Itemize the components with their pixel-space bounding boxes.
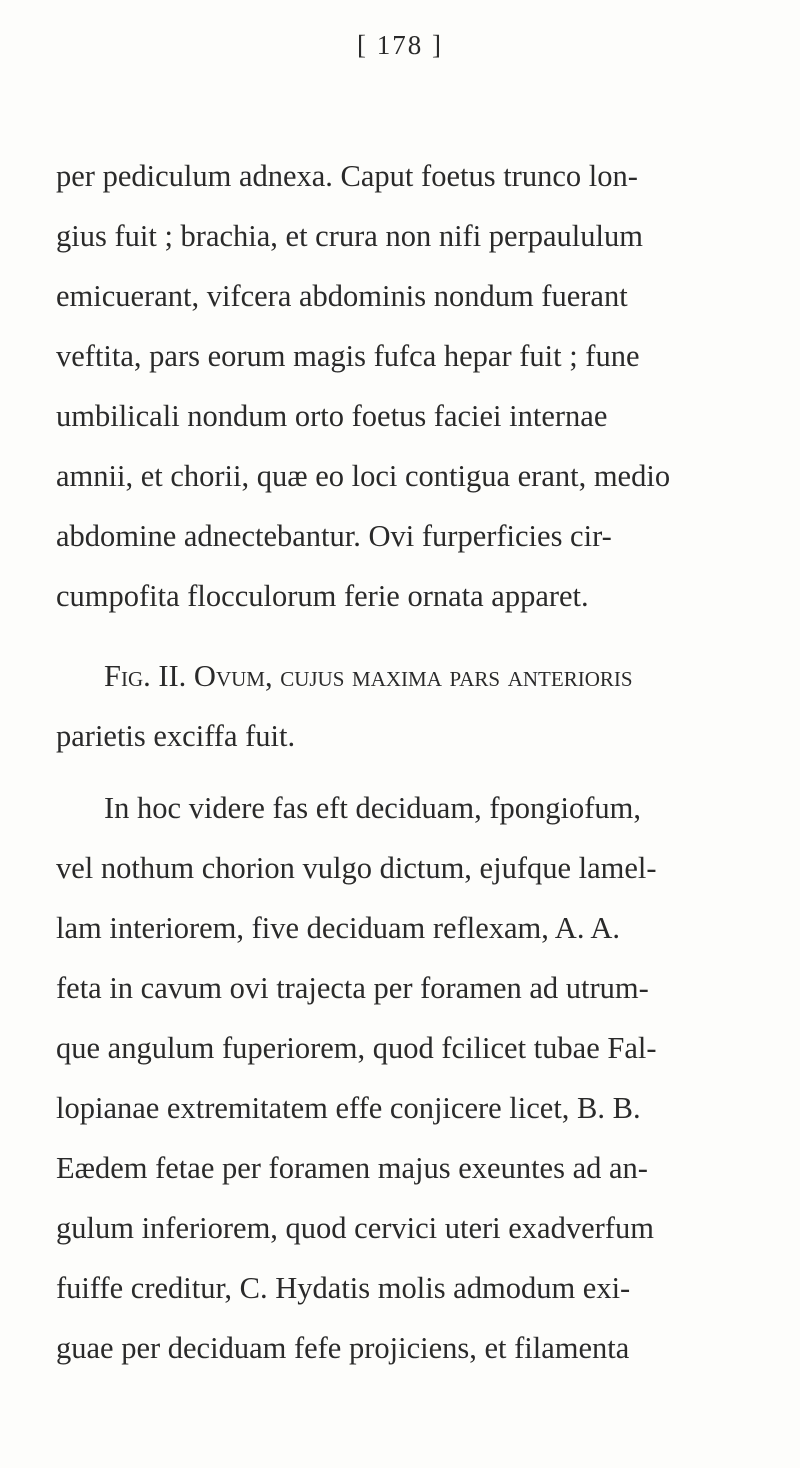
text-line: vel nothum chorion vulgo dictum, ejufque lamel- bbox=[56, 851, 657, 885]
text-line: abdomine adnectebantur. Ovi furperficies cir- bbox=[56, 519, 612, 553]
text-line: feta in cavum ovi trajecta per foramen ad utrum- bbox=[56, 971, 649, 1005]
text-line: In hoc videre fas eft deciduam, fpongiofum, bbox=[104, 791, 641, 825]
text-line: que angulum fuperiorem, quod fcilicet tubae Fal- bbox=[56, 1031, 657, 1065]
text-line: lam interiorem, five deciduam reflexam, A. A. bbox=[56, 911, 621, 945]
text-line: emicuerant, vifcera abdominis nondum fuerant bbox=[56, 279, 628, 313]
text-line: amnii, et chorii, quæ eo loci contigua erant, medio bbox=[56, 459, 671, 493]
text-line: Eædem fetae per foramen majus exeuntes ad an- bbox=[56, 1151, 648, 1185]
text-line: gius fuit ; brachia, et crura non nifi perpaululum bbox=[56, 219, 643, 253]
text-line: cumpofita flocculorum ferie ornata apparet. bbox=[56, 579, 589, 613]
text-line: veftita, pars eorum magis fufca hepar fuit ; fune bbox=[56, 339, 640, 373]
text-line: fuiffe creditur, C. Hydatis molis admodum exi- bbox=[56, 1271, 631, 1305]
text-line: gulum inferiorem, quod cervici uteri exadverfum bbox=[56, 1211, 654, 1245]
text-line: lopianae extremitatem effe conjicere licet, B. B. bbox=[56, 1091, 641, 1125]
page-number: [ 178 ] bbox=[357, 30, 443, 60]
figure-caption-line: Fig. II. Ovum, cujus maxima pars anterioris bbox=[104, 659, 633, 693]
text-line: guae per deciduam fefe projiciens, et filamenta bbox=[56, 1331, 630, 1365]
text-line: umbilicali nondum orto foetus faciei internae bbox=[56, 399, 608, 433]
text-line: per pediculum adnexa. Caput foetus trunco lon- bbox=[56, 159, 638, 193]
figure-caption-line: parietis exciffa fuit. bbox=[56, 719, 296, 753]
